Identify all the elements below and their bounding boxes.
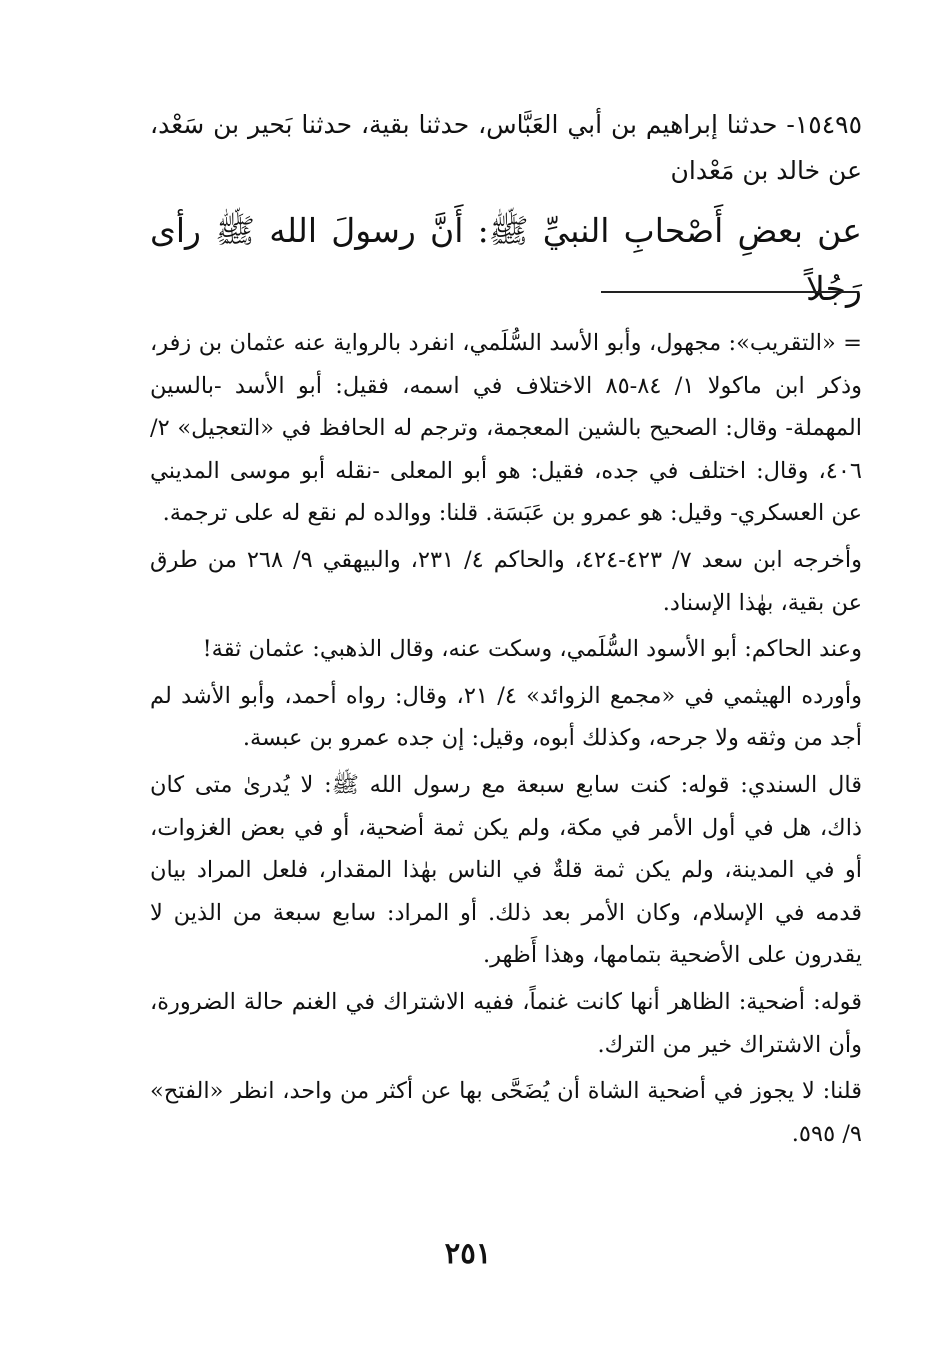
footnote-paragraph: وأورده الهيثمي في «مجمع الزوائد» ٤/ ٢١، وقال: رواه أحمد، وأبو الأشد لم أجد من وثقه ولا جرحه، وكذلك أبوه، وقيل: إن جده عمرو بن عبسة. [150, 682, 863, 752]
footnote-paragraph: = «التقريب»: مجهول، وأبو الأسد السُّلَمي، انفرد بالرواية عنه عثمان بن زفر، وذكر ابن ماكولا ١/ ٨٤-٨٥ الاختلاف في اسمه، فقيل: أبو الأسد -بالسين المهملة- وقال: الصحيح بالشين المعجمة، وترجم له الحافظ في «التعجيل» ٢/ ٤٠٦، وقال: اختلف في جده، فقيل: هو أبو المعلى -نقله أبو موسى المديني عن العسكري- وقيل: هو عمرو بن عَبَسَة. قلنا: ووالده لم نقع له على ترجمة. [150, 330, 862, 527]
hadith-isnad-block [150, 102, 862, 194]
hadith-isnad: ١٥٤٩٥- حدثنا إبراهيم بن أبي العَبَّاس، حدثنا بقية، حدثنا بَحير بن سَعْد، عن خالد بن مَعْدان [150, 110, 862, 185]
footnote-paragraph: وعند الحاكم: أبو الأسود السُّلَمي، وسكت عنه، وقال الذهبي: عثمان ثقة! [202, 636, 862, 663]
hadith-matn: عن بعضِ أَصْحابِ النبيِّ ﷺ: أَنَّ رسولَ الله ﷺ رأى رَجُلاً [150, 211, 862, 308]
footnote-separator [601, 291, 859, 293]
footnote-paragraph: قال السندي: قوله: كنت سابع سبعة مع رسول الله ﷺ: لا يُدرىٰ متى كان ذاك، هل في أول الأمر في مكة، ولم يكن ثمة أضحية، أو في بعض الغزوات، أو في المدينة، ولم يكن ثمة قلةٌ في الناس بهٰذا المقدار، فلعل المراد بيان قدمه في الإسلام، وكان الأمر بعد ذلك. أو المراد: سابع سبعة من الذين لا يقدرون على الأضحية بتمامها، وهذا أَظهر. [150, 771, 862, 969]
footnote-paragraph: قوله: أضحية: الظاهر أنها كانت غنماً، ففيه الاشتراك في الغنم حالة الضرورة، وأن الاشتراك خير من الترك. [150, 988, 862, 1058]
hadith-matn-block [150, 202, 862, 318]
page-number: ٢٥١ [444, 1236, 492, 1270]
footnote-paragraph: وأخرجه ابن سعد ٧/ ٤٢٣-٤٢٤، والحاكم ٤/ ٢٣١، والبيهقي ٩/ ٢٦٨ من طرق عن بقية، بهٰذا الإسناد. [150, 546, 863, 616]
footnote-paragraph: قلنا: لا يجوز في أضحية الشاة أن يُضَحَّى بها عن أكثر من واحد، انظر «الفتح» ٩/ ٥٩٥. [150, 1078, 862, 1147]
footnotes [150, 322, 862, 1155]
